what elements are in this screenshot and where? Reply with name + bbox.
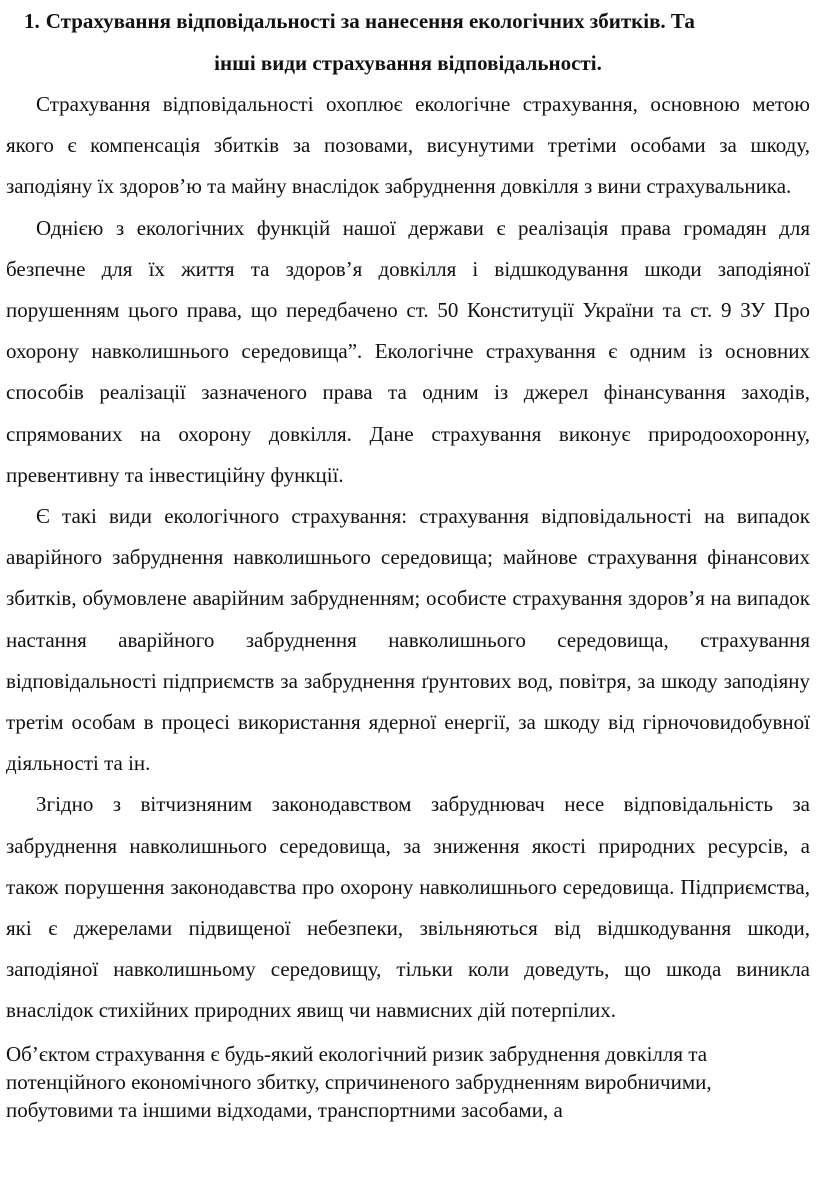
paragraph-insurance-object: Об’єктом страхування є будь-який екологічний ризик забруднення довкілля та потенційного економічного збитку, спричиненого забрудненням виробничими, побутовими та іншими відходами, транспортними засобами, а [6, 1041, 712, 1122]
heading-number: 1. [24, 9, 40, 33]
paragraph-legislation: Згідно з вітчизняним законодавством забруднювач несе відповідальність за забруднення навколишнього середовища, за зниження якості природних ресурсів, а також порушення законодавства про охорону навколишнього середовища. Підприємства, які є джерелами підвищеної небезпеки, звільняються від відшкодування шкоди, заподіяної навколишньому середовищу, тільки коли доведуть, що шкода виникла внаслідок стихійних природних явищ чи навмисних дій потерпілих. [6, 792, 810, 1023]
heading-line-2: інші види страхування відповідальності. [214, 51, 602, 75]
heading-line-1 [6, 0, 810, 42]
heading-line-1-text: Страхування відповідальності за нанесення екологічних збитків. Та [45, 9, 695, 33]
paragraph-state-functions: Однією з екологічних функцій нашої держави є реалізація права громадян для безпечне для їх життя та здоров’я довкілля і відшкодування шкоди заподіяної порушенням цього права, що передбачено ст. 50 Конституції України та ст. 9 ЗУ Про охорону навколишнього середовища”. Екологічне страхування є одним із основних способів реалізації зазначеного права та одним із джерел фінансування заходів, спрямованих на охорону довкілля. Дане страхування виконує природоохоронну, превентивну та інвестиційну функції. [6, 215, 810, 487]
section-heading [6, 0, 810, 84]
paragraph-liability-insurance: Страхування відповідальності охоплює екологічне страхування, основною метою якого є компенсація збитків за позовами, висунутими третіми особами за шкоду, заподіяну їх здоров’ю та майну внаслідок забруднення довкілля з вини страхувальника. [6, 92, 810, 199]
paragraph-insurance-types: Є такі види екологічного страхування: страхування відповідальності на випадок аварійного забруднення навколишнього середовища; майнове страхування фінансових збитків, обумовлене аварійним забрудненням; особисте страхування здоров’я на випадок настання аварійного забруднення навколишнього середовища, страхування відповідальності підприємств за забруднення ґрунтових вод, повітря, за шкоду заподіяну третім особам в процесі використання ядерної енергії, за шкоду від гірночовидобувної діяльності та ін. [6, 504, 810, 776]
